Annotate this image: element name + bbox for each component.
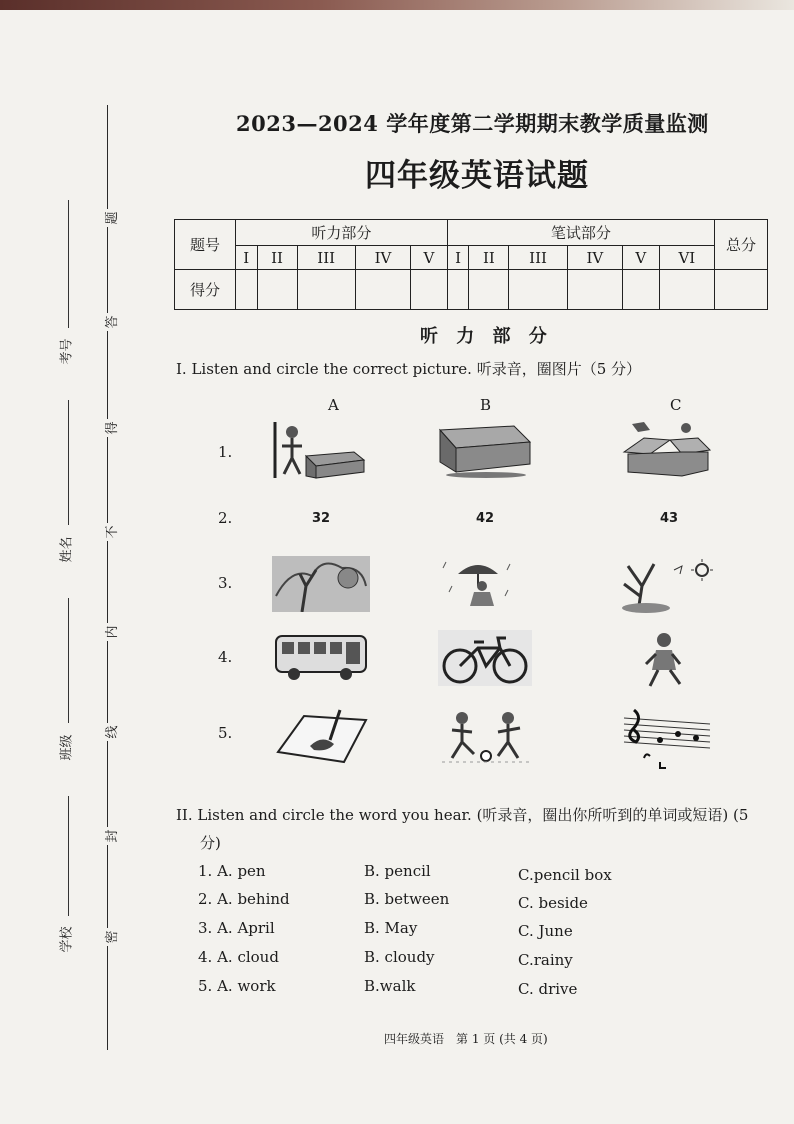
score-row-label: 得分 — [175, 270, 236, 310]
school-label: 学校 — [59, 926, 75, 953]
row-number: 5. — [218, 724, 233, 742]
listening-section-title: 听 力 部 分 — [420, 326, 553, 347]
exam-number-label: 考号 — [59, 338, 75, 365]
drawing-picture[interactable] — [274, 706, 370, 764]
col-header: II — [257, 246, 297, 270]
seal-char: 密 — [103, 928, 123, 946]
page-footer: 四年级英语 第 1 页 (共 4 页) — [384, 1032, 548, 1046]
word-option[interactable]: B. cloudy — [364, 948, 435, 966]
word-option[interactable]: C. beside — [518, 894, 588, 912]
score-cell[interactable] — [257, 270, 297, 310]
binding-line — [107, 105, 108, 1050]
part1-instruction: I. Listen and circle the correct picture. 听录音，圈图片（5 分） — [176, 360, 642, 378]
score-cell[interactable] — [659, 270, 714, 310]
name-label: 姓名 — [59, 536, 75, 563]
word-option[interactable]: 4. A. cloud — [198, 948, 279, 966]
windy-weather-picture[interactable] — [272, 556, 370, 612]
exam-number-blank[interactable] — [68, 200, 69, 328]
box-picture[interactable] — [436, 422, 534, 480]
col-header: VI — [659, 246, 714, 270]
score-cell[interactable] — [567, 270, 622, 310]
exam-subtitle: 四年级英语试题 — [365, 158, 589, 194]
col-header: I — [447, 246, 469, 270]
class-label: 班级 — [59, 734, 75, 761]
box-with-object-picture[interactable] — [620, 420, 716, 480]
seal-char: 不 — [103, 523, 123, 541]
row-number: 3. — [218, 574, 233, 592]
option-c-label: C — [670, 396, 682, 414]
boy-beside-box-picture[interactable] — [272, 420, 372, 480]
score-cell[interactable] — [411, 270, 448, 310]
col-header: II — [469, 246, 509, 270]
col-header: V — [622, 246, 659, 270]
col-header: III — [297, 246, 355, 270]
score-cell[interactable] — [297, 270, 355, 310]
seal-char: 答 — [103, 313, 123, 331]
row-number: 4. — [218, 648, 233, 666]
word-option[interactable]: C. June — [518, 922, 573, 940]
seal-char: 内 — [103, 623, 123, 641]
score-cell[interactable] — [447, 270, 469, 310]
col-header: IV — [355, 246, 410, 270]
walking-girl-picture[interactable] — [636, 630, 692, 690]
score-cell[interactable] — [355, 270, 410, 310]
part2-instruction-cont: 分) — [200, 834, 221, 852]
school-blank[interactable] — [68, 796, 69, 916]
word-option[interactable]: B.walk — [364, 977, 416, 995]
score-cell[interactable] — [236, 270, 258, 310]
word-option[interactable]: 2. A. behind — [198, 890, 290, 908]
row-number: 1. — [218, 443, 233, 461]
option-b-label: B — [480, 396, 492, 414]
seal-char: 线 — [103, 723, 123, 741]
word-option[interactable]: B. May — [364, 919, 418, 937]
col-header: IV — [567, 246, 622, 270]
number-option-c[interactable]: 43 — [660, 511, 679, 526]
writing-header: 笔试部分 — [447, 220, 714, 246]
col-header: III — [509, 246, 567, 270]
number-option-b[interactable]: 42 — [476, 511, 495, 526]
rainy-weather-picture[interactable] — [438, 556, 518, 612]
seal-char: 得 — [103, 419, 123, 437]
word-option[interactable]: 3. A. April — [198, 919, 275, 937]
part2-instruction: II. Listen and circle the word you hear. (听录音，圈出你所听到的单词或短语) (5 — [176, 806, 749, 824]
exam-title: 2023—2024 学年度第二学期期末教学质量监测 — [236, 111, 709, 136]
score-table — [174, 219, 768, 310]
name-blank[interactable] — [68, 400, 69, 525]
bus-picture[interactable] — [272, 630, 370, 684]
class-blank[interactable] — [68, 598, 69, 723]
seal-char: 题 — [103, 209, 123, 227]
col-header: I — [236, 246, 258, 270]
question-number-header: 题号 — [175, 220, 236, 270]
score-cell[interactable] — [469, 270, 509, 310]
option-a-label: A — [328, 396, 339, 414]
word-option[interactable]: B. between — [364, 890, 450, 908]
sunny-weather-picture[interactable] — [618, 556, 714, 614]
row-number: 2. — [218, 509, 233, 527]
col-header: V — [411, 246, 448, 270]
photo-top-edge — [0, 0, 794, 10]
word-option[interactable]: C. drive — [518, 980, 578, 998]
music-picture[interactable] — [620, 704, 712, 770]
number-option-a[interactable]: 32 — [312, 511, 331, 526]
word-option[interactable]: B. pencil — [364, 862, 431, 880]
word-option[interactable]: 1. A. pen — [198, 862, 266, 880]
seal-char: 封 — [103, 827, 123, 845]
total-score-cell[interactable] — [715, 270, 768, 310]
playing-football-picture[interactable] — [438, 710, 534, 764]
listening-header: 听力部分 — [236, 220, 448, 246]
score-cell[interactable] — [622, 270, 659, 310]
total-header: 总分 — [715, 220, 768, 270]
word-option[interactable]: 5. A. work — [198, 977, 276, 995]
score-cell[interactable] — [509, 270, 567, 310]
bike-picture[interactable] — [438, 630, 532, 686]
word-option[interactable]: C.rainy — [518, 951, 573, 969]
word-option[interactable]: C.pencil box — [518, 866, 612, 884]
